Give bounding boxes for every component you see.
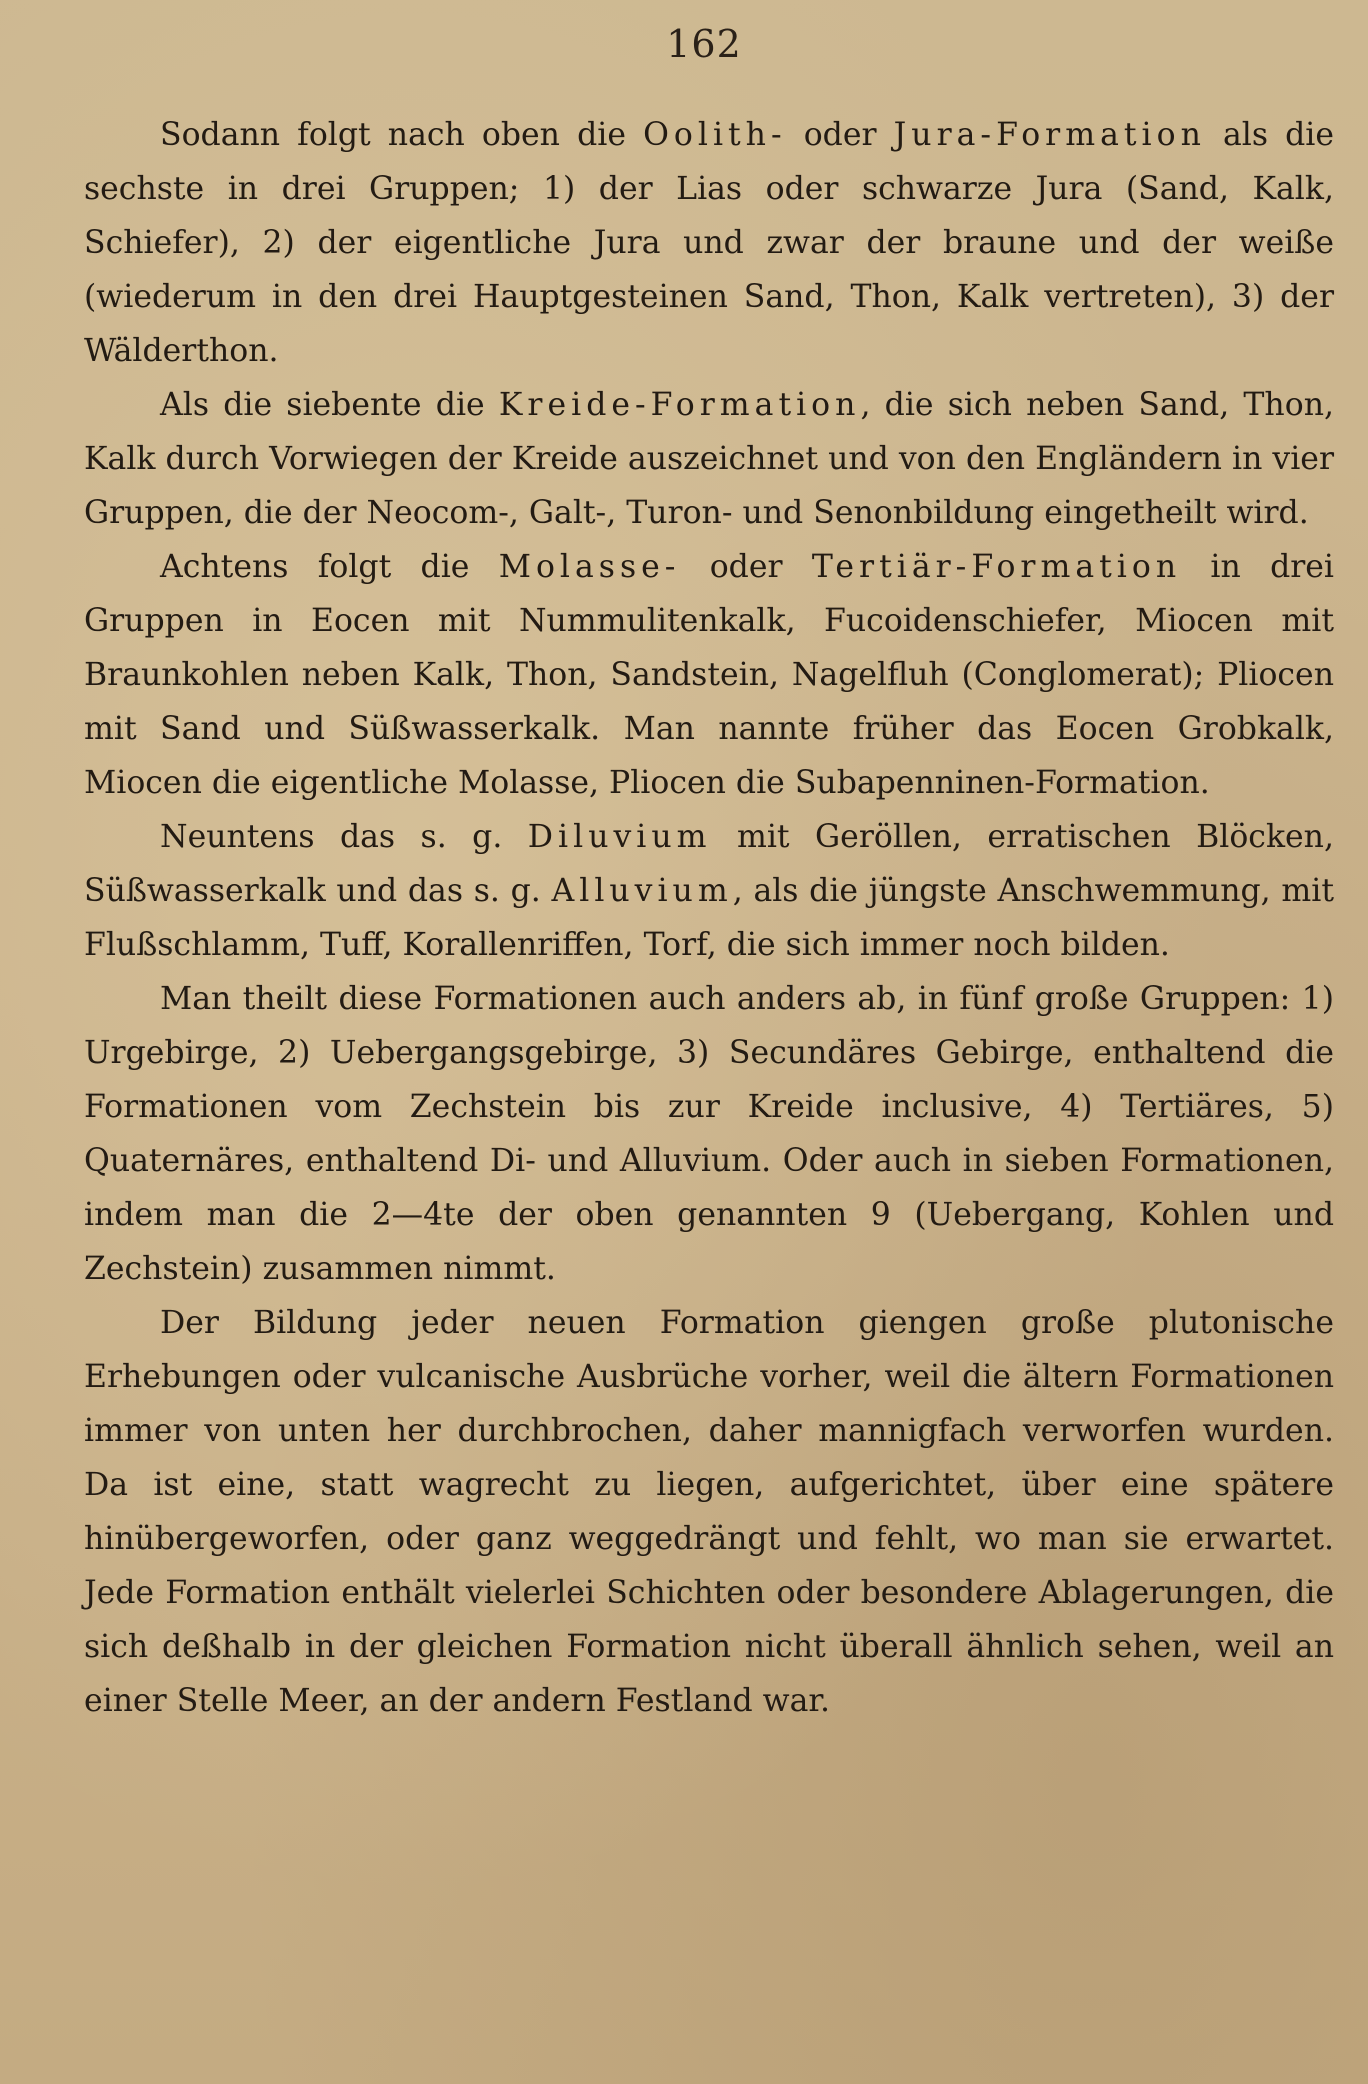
paragraph (84, 540, 1334, 810)
emphasized-term: Molasse- (498, 549, 681, 585)
paragraph (84, 1296, 1334, 1728)
emphasized-term: Tertiär-Formation (811, 549, 1182, 585)
page-number: 162 (666, 22, 742, 66)
paragraph (84, 378, 1334, 540)
emphasized-term: Diluvium (527, 819, 712, 855)
text-segment: mit Geröllen, erratischen Blöcken, Süßwasserkalk und das s. g. (84, 819, 1334, 909)
paragraph (84, 810, 1334, 972)
text-segment: oder (786, 117, 894, 153)
text-segment: Achtens folgt die (160, 549, 499, 585)
text-segment: Als die siebente die (160, 387, 499, 423)
text-segment: Der Bildung jeder neuen Formation giengen große plutonische Erhebungen oder vulcanische Ausbrüche vorher, weil die ältern Formationen immer von unten her durchbrochen, daher mannigfach verworfen wurden. Da ist eine, statt wagrecht zu liegen, aufgerichtet, über eine spätere hinübergeworfen, oder ganz weggedrängt und fehlt, wo man sie erwartet. Jede Formation enthält vielerlei Schichten oder besondere Ablagerungen, die sich deßhalb in der gleichen Formation nicht überall ähnlich sehen, weil an einer Stelle Meer, an der andern Festland war. (84, 1305, 1334, 1719)
text-segment: oder (680, 549, 812, 585)
text-segment: in drei Gruppen in Eocen mit Nummulitenkalk, Fucoidenschiefer, Miocen mit Braunkohlen neben Kalk, Thon, Sandstein, Nagelfluh (Conglomerat); Pliocen mit Sand und Süßwasserkalk. Man nannte früher das Eocen Grobkalk, Miocen die eigentliche Molasse, Pliocen die Subapenninen-Formation. (84, 549, 1335, 801)
paragraph (84, 108, 1334, 378)
paragraph (84, 972, 1334, 1296)
emphasized-term: Jura-Formation (893, 117, 1206, 153)
text-segment: , die sich neben Sand, Thon, Kalk durch Vorwiegen der Kreide auszeichnet und von den Engländern in vier Gruppen, die der Neocom-, Galt-, Turon- und Senonbildung eingetheilt wird. (84, 387, 1334, 531)
text-segment: Neuntens das s. g. (160, 819, 528, 855)
text-segment: , als die jüngste Anschwemmung, mit Flußschlamm, Tuff, Korallenriffen, Torf, die sich immer noch bilden. (84, 873, 1335, 963)
emphasized-term: Kreide-Formation (498, 387, 861, 423)
text-segment: Man theilt diese Formationen auch anders ab, in fünf große Gruppen: 1) Urgebirge, 2) Uebergangsgebirge, 3) Secundäres Gebirge, enthaltend die Formationen vom Zechstein bis zur Kreide inclusive, 4) Tertiäres, 5) Quaternäres, enthaltend Di- und Alluvium. Oder auch in sieben Formationen, indem man die 2—4te der oben genannten 9 (Uebergang, Kohlen und Zechstein) zusammen nimmt. (84, 981, 1334, 1287)
text-segment: als die sechste in drei Gruppen; 1) der Lias oder schwarze Jura (Sand, Kalk, Schiefer), 2) der eigentliche Jura und zwar der braune und der weiße (wiederum in den drei Hauptgesteinen Sand, Thon, Kalk vertreten), 3) der Wälderthon. (84, 117, 1334, 369)
body-text (84, 108, 1334, 1728)
text-segment: Sodann folgt nach oben die (160, 117, 644, 153)
emphasized-term: Oolith- (643, 117, 787, 153)
emphasized-term: Alluvium (551, 873, 733, 909)
